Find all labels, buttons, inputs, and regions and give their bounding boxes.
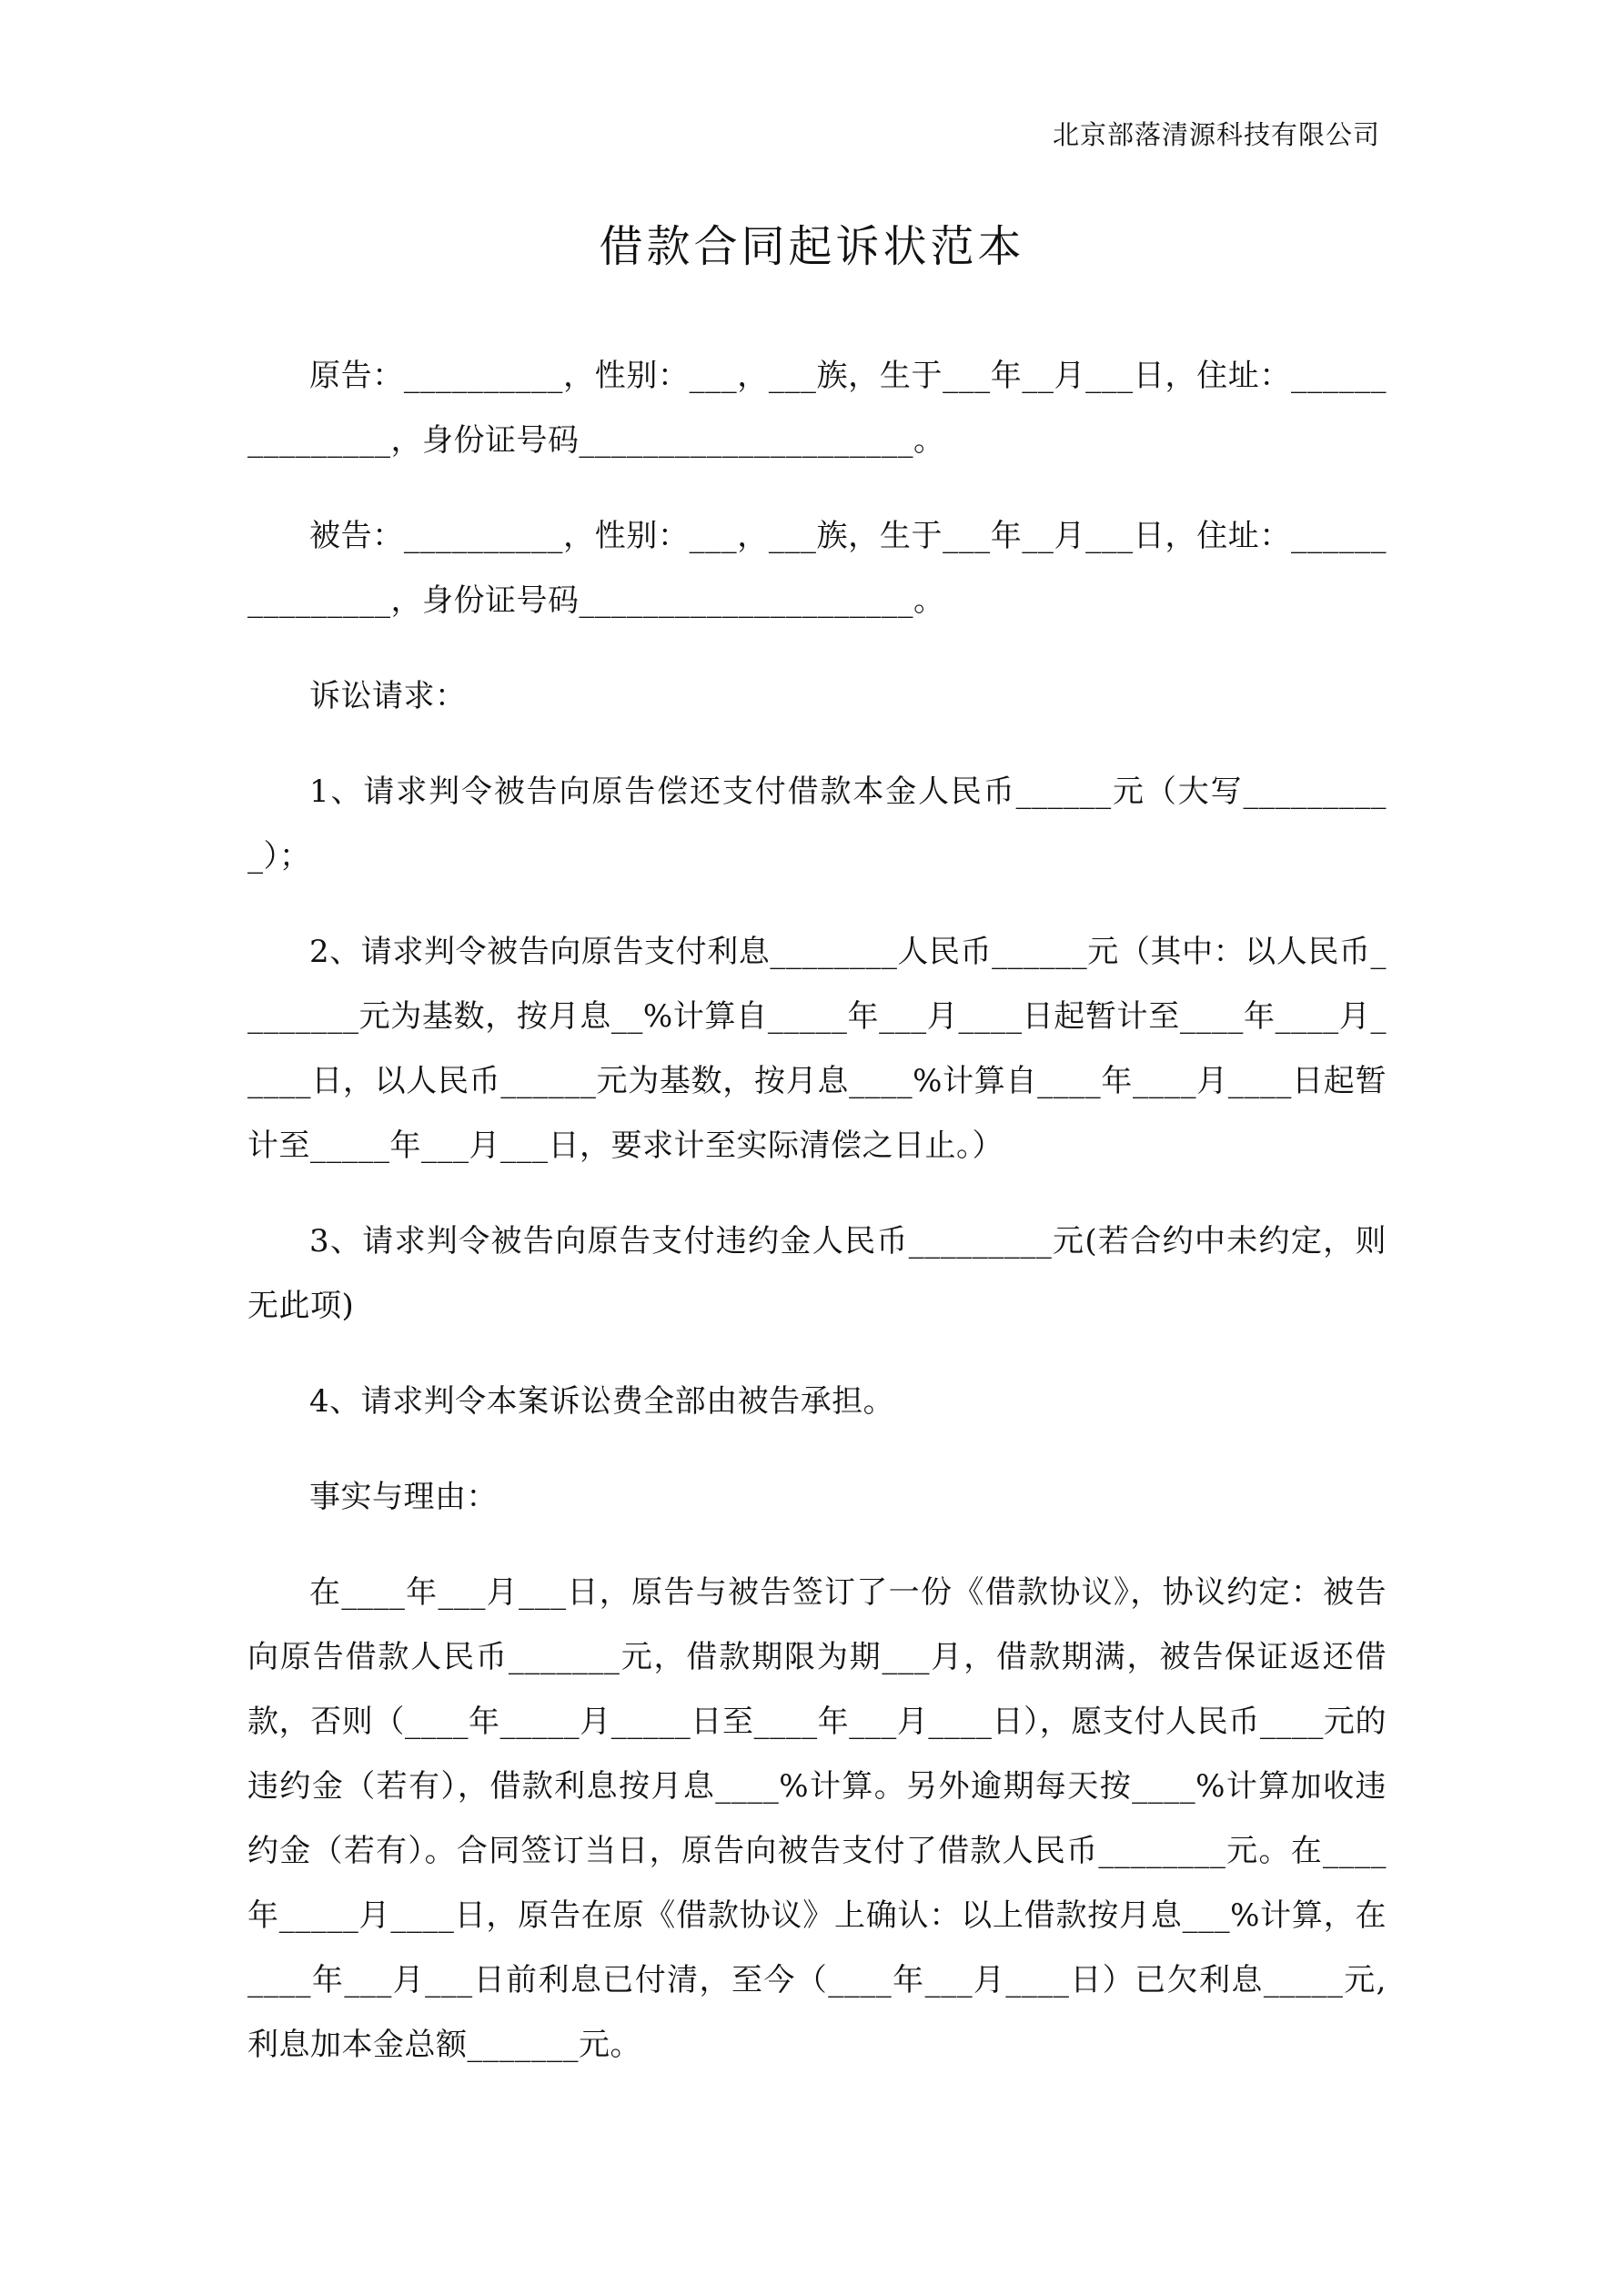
- plaintiff-paragraph: 原告：__________，性别：___，___族，生于___年__月___日，住址：_______________，身份证号码_____________________。: [247, 358, 1387, 459]
- facts-paragraph: 在____年___月___日，原告与被告签订了一份《借款协议》，协议约定：被告向原告借款人民币_______元，借款期限为期___月，借款期满，被告保证返还借款，否则（____年_____月_____日至____年___月____日），愿支付人民币____元的违约金（若有），借款利息按月息____%计算。另外逾期每天按____%计算加收违约金（若有）。合同签订当日，原告向被告支付了借款人民币________元。在____年_____月____日，原告在原《借款协议》上确认：以上借款按月息___%计算，在____年___月___日前利息已付清，至今（____年___月____日）已欠利息_____元,利息加本金总额_______元。: [247, 1574, 1387, 2063]
- document-title: 借款合同起诉状范本: [599, 221, 1025, 272]
- company-name: 北京部落清源科技有限公司: [1052, 119, 1380, 150]
- facts-heading: 事实与理由：: [309, 1479, 498, 1515]
- claim-4: 4、请求判令本案诉讼费全部由被告承担。: [309, 1383, 895, 1420]
- defendant-paragraph: 被告：__________，性别：___，___族，生于___年__月___日，住址：_______________，身份证号码_____________________。: [247, 518, 1387, 619]
- claim-3: 3、请求判令被告向原告支付违约金人民币_________元(若合约中未约定，则无此项): [247, 1223, 1387, 1324]
- claim-2: 2、请求判令被告向原告支付利息________人民币______元（其中：以人民币________元为基数，按月息__%计算自_____年___月____日起暂计至____年____月_____日，以人民币______元为基数，按月息____%计算自____年____月____日起暂计至_____年___月___日，要求计至实际清偿之日止。）: [247, 934, 1387, 1164]
- claims-heading: 诉讼请求：: [309, 678, 467, 714]
- document-body: [247, 344, 1387, 2109]
- claim-1: 1、请求判令被告向原告偿还支付借款本金人民币______元（大写__________）；: [247, 774, 1387, 875]
